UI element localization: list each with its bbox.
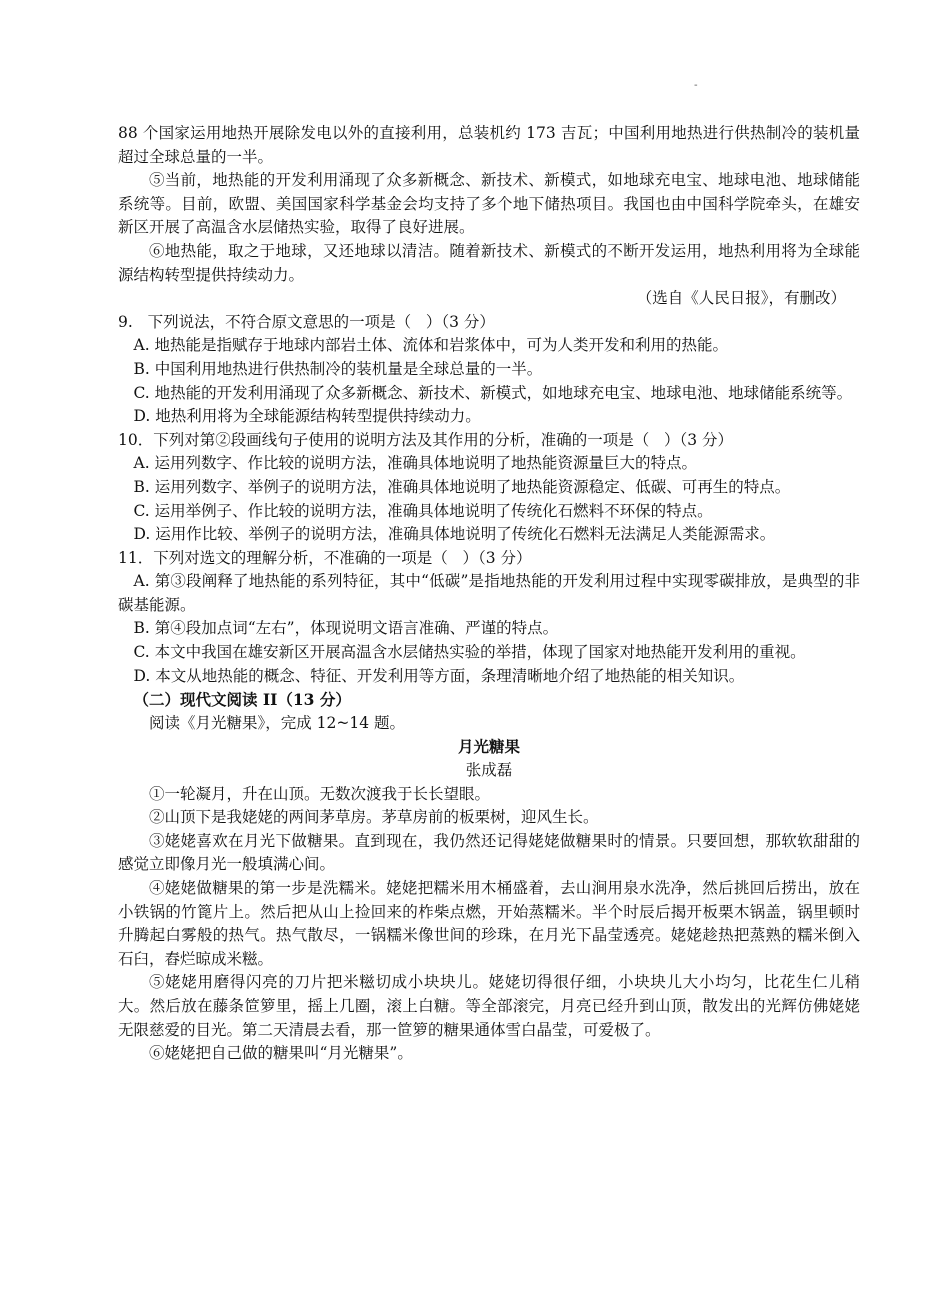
passage-source: （选自《人民日报》，有删改） (636, 289, 846, 308)
question-9-option-c: C. 地热能的开发利用涌现了众多新概念、新技术、新模式，如地球充电宝、地球电池、地球储能系统等。 (133, 383, 853, 402)
question-10-option-d: D. 运用作比较、举例子的说明方法，准确具体地说明了传统化石燃料无法满足人类能源需求。 (133, 525, 776, 544)
question-10-option-b: B. 运用列数字、举例子的说明方法，准确具体地说明了地热能资源稳定、低碳、可再生的特点。 (133, 477, 791, 496)
section-instruction: 阅读《月光糖果》，完成 12~14 题。 (149, 713, 406, 732)
story-paragraph-4: ④姥姥做糖果的第一步是洗糯米。姥姥把糯米用木桶盛着，去山涧用泉水洗净，然后挑回后捞出，放在小铁锅的竹篦片上。然后把从山上捡回来的柞柴点燃，开始蒸糯米。半个时辰后揭开板栗木锅盖，锅里顿时升腾起白雾般的热气。热气散尽，一锅糯米像世间的珍珠，在月光下晶莹透亮。姥姥趁热把蒸熟的糯米倒入石臼，舂烂晾成米糍。 (118, 879, 860, 968)
question-9-option-d: D. 地热利用将为全球能源结构转型提供持续动力。 (133, 407, 481, 426)
question-9-option-b: B. 中国利用地热进行供热制冷的装机量是全球总量的一半。 (133, 359, 543, 378)
story-paragraph-1: ①一轮凝月，升在山顶。无数次渡我于长长望眼。 (149, 784, 491, 803)
question-10-option-a: A. 运用列数字、作比较的说明方法，准确具体地说明了地热能资源量巨大的特点。 (133, 454, 698, 473)
story-paragraph-2: ②山顶下是我姥姥的两间茅草房。茅草房前的板栗树，迎风生长。 (149, 808, 599, 827)
question-10-stem: 10．下列对第②段画线句子使用的说明方法及其作用的分析，准确的一项是（ ）（3 分） (118, 430, 734, 449)
question-11-option-b: B. 第④段加点词“左右”，体现说明文语言准确、严谨的特点。 (133, 619, 559, 638)
story-title: 月光糖果 (457, 737, 520, 757)
question-11-option-c: C. 本文中我国在雄安新区开展高温含水层储热实验的举措，体现了国家对地热能开发利用的重视。 (133, 643, 806, 662)
question-11-stem: 11．下列对选文的理解分析，不准确的一项是（ ）（3 分） (118, 548, 532, 567)
question-9-option-a: A. 地热能是指赋存于地球内部岩土体、流体和岩浆体中，可为人类开发和利用的热能。 (133, 336, 729, 355)
story-paragraph-5: ⑤姥姥用磨得闪亮的刀片把米糍切成小块块儿。姥姥切得很仔细，小块块儿大小均匀，比花生仁儿稍大。然后放在藤条笸箩里，摇上几圈，滚上白糖。等全部滚完，月亮已经升到山顶，散发出的光辉仿佛姥姥无限慈爱的目光。第二天清晨去看，那一笸箩的糖果通体雪白晶莹，可爱极了。 (118, 973, 860, 1039)
header-mark: - (694, 80, 698, 91)
question-11-option-d: D. 本文从地热能的概念、特征、开发利用等方面，条理清晰地介绍了地热能的相关知识。 (133, 666, 745, 685)
question-9-stem: 9. 下列说法，不符合原文意思的一项是（ ）（3 分） (118, 312, 495, 331)
passage-paragraph-5: ⑤当前，地热能的开发利用涌现了众多新概念、新技术、新模式，如地球充电宝、地球电池、地球储能系统等。目前，欧盟、美国国家科学基金会均支持了多个地下储热项目。我国也由中国科学院牵头，在雄安新区开展了高温含水层储热实验，取得了良好进展。 (118, 171, 860, 237)
passage-paragraph-continued: 88 个国家运用地热开展除发电以外的直接利用，总装机约 173 吉瓦；中国利用地热进行供热制冷的装机量超过全球总量的一半。 (118, 124, 860, 166)
document-body (118, 122, 860, 1066)
question-10-option-c: C. 运用举例子、作比较的说明方法，准确具体地说明了传统化石燃料不环保的特点。 (133, 501, 713, 520)
question-11-option-a: A. 第③段阐释了地热能的系列特征，其中“低碳”是指地热能的开发利用过程中实现零碳排放，是典型的非碳基能源。 (118, 572, 860, 614)
section-heading: （二）现代文阅读 II（13 分） (133, 690, 351, 710)
passage-paragraph-6: ⑥地热能，取之于地球，又还地球以清洁。随着新技术、新模式的不断开发运用，地热利用将为全球能源结构转型提供持续动力。 (118, 241, 860, 284)
story-author: 张成磊 (465, 761, 513, 780)
story-paragraph-3: ③姥姥喜欢在月光下做糖果。直到现在，我仍然还记得姥姥做糖果时的情景。只要回想，那软软甜甜的感觉立即像月光一般填满心间。 (118, 831, 860, 874)
story-paragraph-6: ⑥姥姥把自己做的糖果叫“月光糖果”。 (149, 1044, 413, 1063)
